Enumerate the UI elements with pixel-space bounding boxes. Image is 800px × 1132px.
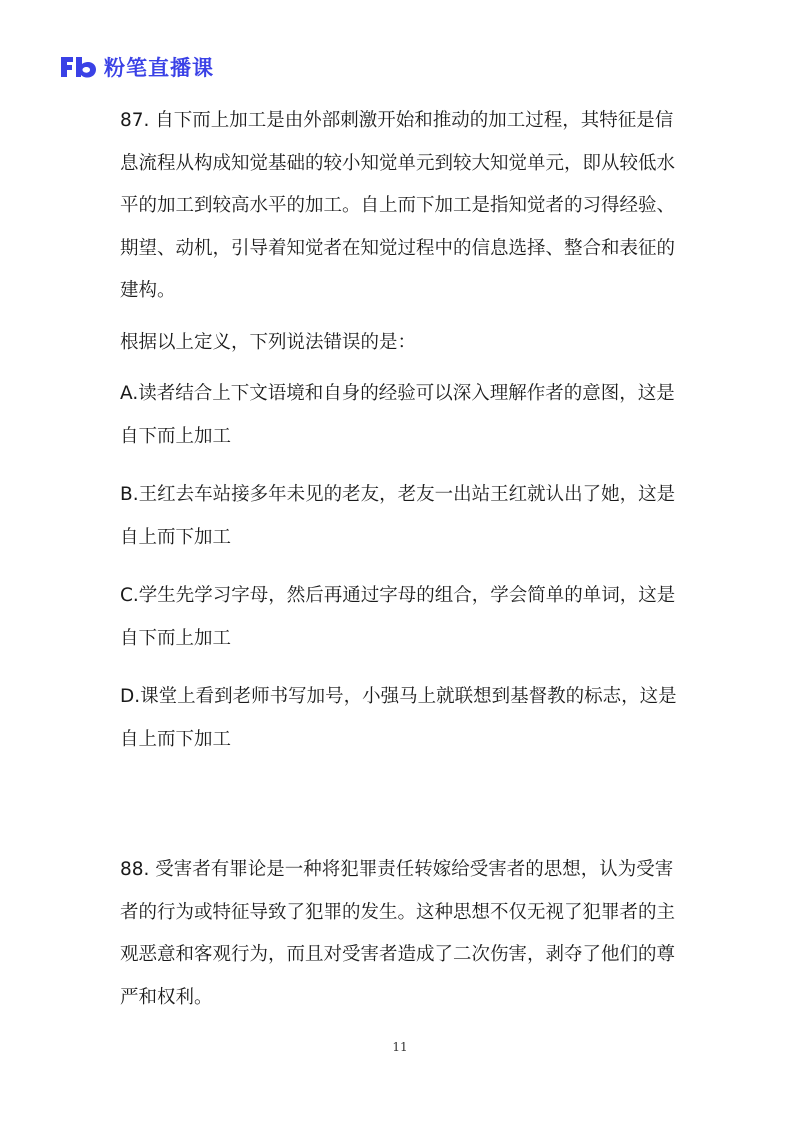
question-88-stem: 88. 受害者有罪论是一种将犯罪责任转嫁给受害者的思想，认为受害者的行为或特征导致了犯罪的发生。这种思想不仅无视了犯罪者的主观恶意和客观行为，而且对受害者造成了二次伤害，剥夺了他们的尊严和权利。 (120, 859, 676, 1008)
fenbi-logo-icon (58, 53, 98, 81)
option-a: A.读者结合上下文语境和自身的经验可以深入理解作者的意图，这是自下而上加工 (120, 383, 675, 447)
option-d: D.课堂上看到老师书写加号，小强马上就联想到基督教的标志，这是自上而下加工 (120, 686, 677, 750)
document-body (120, 100, 690, 1019)
logo-text: 粉笔直播课 (104, 56, 214, 80)
question-87-stem: 87. 自下而上加工是由外部刺激开始和推动的加工过程，其特征是信息流程从构成知觉基础的较小知觉单元到较大知觉单元，即从较低水平的加工到较高水平的加工。自上而下加工是指知觉者的习得经验、期望、动机，引导着知觉者在知觉过程中的信息选择、整合和表征的建构。 (120, 110, 676, 301)
option-b: B.王红去车站接多年未见的老友，老友一出站王红就认出了她，这是自上而下加工 (120, 484, 676, 548)
page-number: 11 (392, 1040, 408, 1054)
option-c: C.学生先学习字母，然后再通过字母的组合，学会简单的单词，这是自下而上加工 (120, 585, 676, 649)
page-header (58, 52, 214, 82)
question-87-prompt: 根据以上定义，下列说法错误的是： (120, 331, 417, 353)
